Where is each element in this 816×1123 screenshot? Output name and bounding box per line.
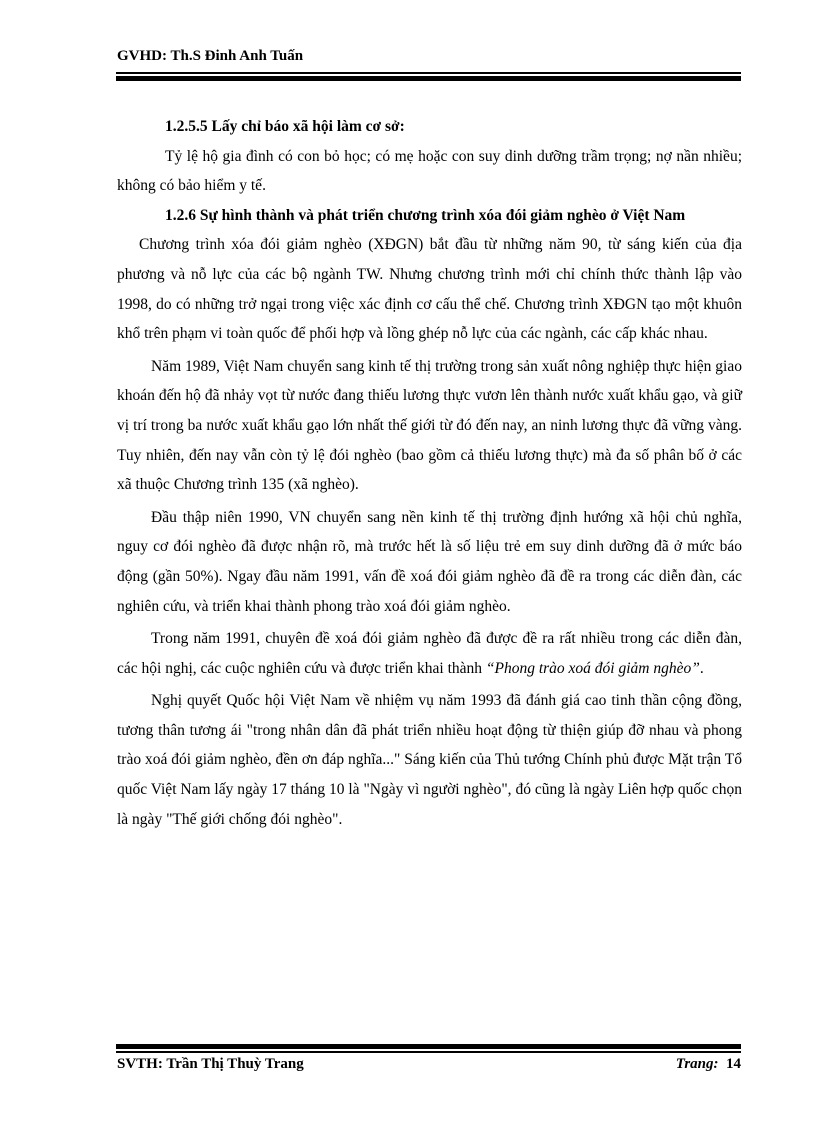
page-label: Trang:	[675, 1056, 719, 1072]
page-number: 14	[726, 1056, 741, 1072]
paragraph-1991-end: .	[699, 659, 704, 677]
paragraph-program-origin: Chương trình xóa đói giảm nghèo (XĐGN) bắt đầu từ những năm 90, từ sáng kiến của địa phương và nỗ lực của các bộ ngành TW. Nhưng chương trình mới chỉ chính thức thành lập vào 1998, do có những trở ngại trong việc xác định cơ cấu thể chế. Chương trình XĐGN tạo một khuôn khổ trên phạm vi toàn quốc để phối hợp và lồng ghép nỗ lực của các ngành, các cấp khác nhau.	[117, 236, 742, 343]
paragraph-early-1990s: Đầu thập niên 1990, VN chuyển sang nền kinh tế thị trường định hướng xã hội chủ nghĩa, nguy cơ đói nghèo đã được nhận rõ, mà trước hết là số liệu trẻ em suy dinh dưỡng đã ở mức báo động (gần 50%). Ngay đầu năm 1991, vấn đề xoá đói giảm nghèo đã đề ra trong các diễn đàn, các nghiên cứu, và triển khai thành phong trào xoá đói giảm nghèo.	[117, 508, 742, 615]
page-header: GVHD: Th.S Đinh Anh Tuấn	[117, 48, 304, 64]
section-heading-1-2-6: 1.2.6 Sự hình thành và phát triển chương trình xóa đói giảm nghèo ở Việt Nam	[165, 206, 686, 224]
section-heading-1-2-5-5: 1.2.5.5 Lấy chỉ báo xã hội làm cơ sở:	[165, 118, 405, 135]
footer-rule	[116, 1044, 741, 1053]
page-content	[117, 112, 742, 834]
movement-name: “Phong trào xoá đói giảm nghèo”	[485, 659, 700, 677]
header-rule	[116, 72, 741, 81]
paragraph-social-indicators: Tỷ lệ hộ gia đình có con bỏ học; có mẹ hoặc con suy dinh dưỡng trầm trọng; nợ nần nhiều; không có bảo hiểm y tế.	[117, 147, 742, 195]
student-name: SVTH: Trần Thị Thuỳ Trang	[117, 1056, 304, 1072]
paragraph-resolution-1993: Nghị quyết Quốc hội Việt Nam về nhiệm vụ năm 1993 đã đánh giá cao tinh thần cộng đồng, tương thân tương ái "trong nhân dân đã phát triển nhiều hoạt động từ thiện giúp đỡ nhau và phong trào xoá đói giảm nghèo, đền ơn đáp nghĩa..." Sáng kiến của Thủ tướng Chính phủ được Mặt trận Tổ quốc Việt Nam lấy ngày 17 tháng 10 là "Ngày vì người nghèo", đó cũng là ngày Liên hợp quốc chọn là ngày "Thế giới chống đói nghèo".	[117, 692, 742, 828]
page-indicator	[676, 1056, 741, 1073]
paragraph-1989: Năm 1989, Việt Nam chuyển sang kinh tế thị trường trong sản xuất nông nghiệp thực hiện giao khoán đến hộ đã nhảy vọt từ nước đang thiếu lương thực vươn lên thành nước xuất khẩu gạo, và giữ vị trí trong ba nước xuất khẩu gạo lớn nhất thế giới từ đó đến nay, an ninh lương thực đã vững vàng. Tuy nhiên, đến nay vẫn còn tỷ lệ đói nghèo (bao gồm cả thiếu lương thực) mà đa số phân bố ở các xã thuộc Chương trình 135 (xã nghèo).	[117, 357, 742, 494]
paragraph-1991-text: Trong năm 1991, chuyên đề xoá đói giảm nghèo đã được đề ra rất nhiều trong các diễn đàn, các hội nghị, các cuộc nghiên cứu và được triển khai thành	[117, 630, 742, 677]
page-footer	[117, 1056, 741, 1073]
paragraph-1991	[117, 624, 742, 683]
